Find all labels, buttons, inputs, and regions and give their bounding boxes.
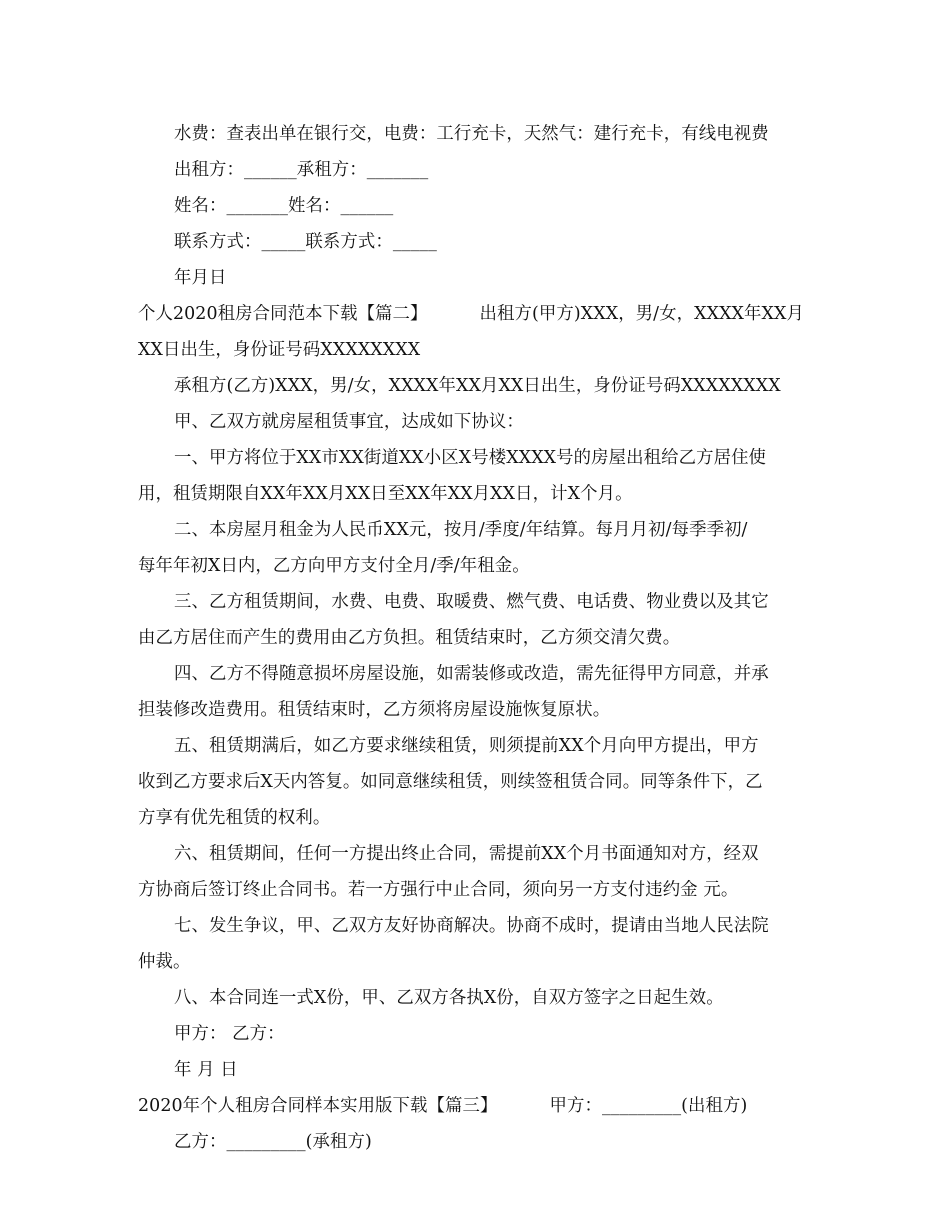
- text-line: 甲、乙双方就房屋租赁事宜，达成如下协议：: [174, 412, 524, 432]
- text-line: 联系方式：_____联系方式：_____: [174, 232, 437, 252]
- signature-parties-line: [138, 152, 814, 188]
- text-line: 担装修改造费用。租赁结束时，乙方须将房屋设施恢复原状。: [138, 700, 611, 720]
- text-line: 二、本房屋月租金为人民币XX元，按月/季度/年结算。每月月初/每季季初/: [174, 520, 748, 540]
- clause-3-line-1: [138, 584, 814, 620]
- section-three-heading-line: [138, 1088, 814, 1124]
- text-line: 出租方(甲方)XXX，男/女，XXXX年XX月: [479, 304, 804, 324]
- text-line: 收到乙方要求后X天内答复。如同意继续租赁，则续签租赁合同。同等条件下，乙: [138, 772, 763, 792]
- text-line: 四、乙方不得随意损坏房屋设施，如需装修或改造，需先征得甲方同意，并承: [174, 664, 769, 684]
- text-line: 甲方： 乙方：: [174, 1024, 285, 1044]
- text-line: 方协商后签订终止合同书。若一方强行中止合同，须向另一方支付违约金 元。: [138, 880, 739, 900]
- clause-1-line-2: [138, 476, 814, 512]
- clause-5-line-2: [138, 764, 814, 800]
- text-line: 出租方：______承租方：_______: [174, 160, 429, 180]
- clause-7-line-2: [138, 944, 814, 980]
- text-line: 承租方(乙方)XXX，男/女，XXXX年XX月XX日出生，身份证号码XXXXXXXX: [174, 376, 781, 396]
- clause-8-line: [138, 980, 814, 1016]
- text-line: 由乙方居住而产生的费用由乙方负担。租赁结束时，乙方须交清欠费。: [138, 628, 681, 648]
- text-line: 姓名：_______姓名：______: [174, 196, 394, 216]
- text-line: XX日出生，身份证号码XXXXXXXX: [138, 340, 421, 360]
- clause-2-line-2: [138, 548, 814, 584]
- clause-6-line-2: [138, 872, 814, 908]
- party-signature-line: [138, 1016, 814, 1052]
- clause-2-line-1: [138, 512, 814, 548]
- text-line: 方享有优先租赁的权利。: [138, 808, 331, 828]
- section-heading: 个人2020租房合同范本下载【篇二】: [138, 304, 428, 324]
- document-body: [138, 116, 814, 1160]
- party-b-line: [138, 1124, 814, 1160]
- clause-1-line-1: [138, 440, 814, 476]
- text-line: 六、租赁期间，任何一方提出终止合同，需提前XX个月书面通知对方，经双: [174, 844, 759, 864]
- section-two-heading-line: [138, 296, 814, 332]
- text-line: 三、乙方租赁期间，水费、电费、取暖费、燃气费、电话费、物业费以及其它: [174, 592, 769, 612]
- agreement-intro-line: [138, 404, 814, 440]
- signature-names-line: [138, 188, 814, 224]
- section-heading: 2020年个人租房合同样本实用版下载【篇三】: [138, 1096, 498, 1116]
- clause-3-line-2: [138, 620, 814, 656]
- text-line: 七、发生争议，甲、乙双方友好协商解决。协商不成时，提请由当地人民法院: [174, 916, 769, 936]
- lessee-info-line: [138, 368, 814, 404]
- text-line: 每年年初X日内，乙方向甲方支付全月/季/年租金。: [138, 556, 530, 576]
- clause-4-line-1: [138, 656, 814, 692]
- utility-payment-line: [138, 116, 814, 152]
- text-line: 年月日: [174, 268, 227, 288]
- signature-date-line: [138, 260, 814, 296]
- text-line: 五、租赁期满后，如乙方要求继续租赁，则须提前XX个月向甲方提出，甲方: [174, 736, 759, 756]
- text-line: 仲裁。: [138, 952, 191, 972]
- clause-7-line-1: [138, 908, 814, 944]
- date-line: [138, 1052, 814, 1088]
- text-line: 水费：查表出单在银行交，电费：工行充卡，天然气：建行充卡，有线电视费: [174, 124, 769, 144]
- lessor-info-line: [138, 332, 814, 368]
- text-line: 八、本合同连一式X份，甲、乙双方各执X份，自双方签字之日起生效。: [174, 988, 724, 1008]
- text-line: 年 月 日: [174, 1060, 238, 1080]
- clause-6-line-1: [138, 836, 814, 872]
- clause-5-line-1: [138, 728, 814, 764]
- text-line: 一、甲方将位于XX市XX街道XX小区X号楼XXXX号的房屋出租给乙方居住使: [174, 448, 767, 468]
- text-line: 甲方：_________(出租方): [549, 1096, 748, 1116]
- signature-contacts-line: [138, 224, 814, 260]
- text-line: 用，租赁期限自XX年XX月XX日至XX年XX月XX日，计X个月。: [138, 484, 633, 504]
- clause-4-line-2: [138, 692, 814, 728]
- clause-5-line-3: [138, 800, 814, 836]
- text-line: 乙方：_________(承租方): [174, 1132, 372, 1152]
